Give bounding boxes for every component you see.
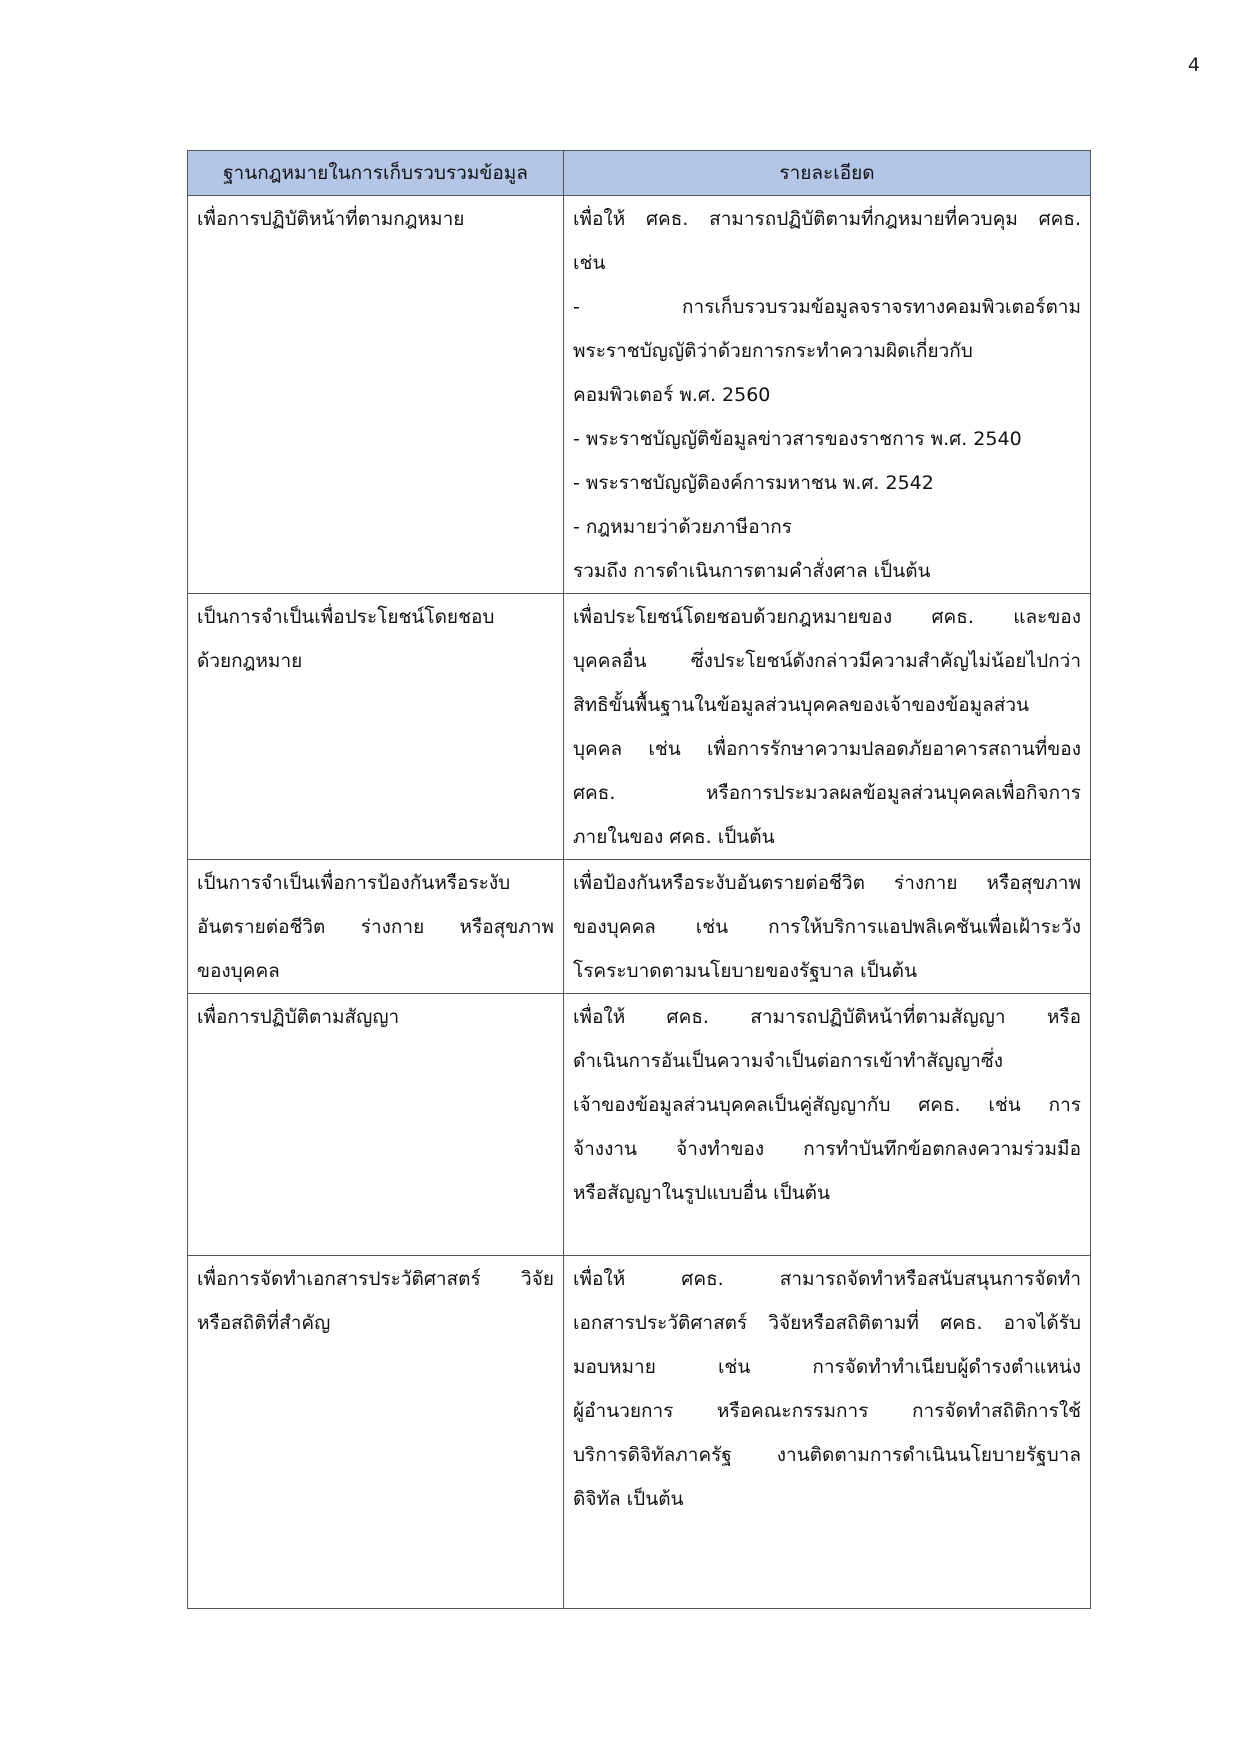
detail-line: เพื่อให้ ศคธ. สามารถปฏิบัติหน้าที่ตามสัญญา หรือ: [573, 1006, 1081, 1028]
detail-line: คอมพิวเตอร์ พ.ศ. 2560: [573, 384, 771, 406]
detail-line: เพื่อให้ ศคธ. สามารถจัดทำหรือสนับสนุนการจัดทำ: [573, 1268, 1081, 1290]
table-header-row: [188, 151, 1091, 196]
detail-line: สิทธิขั้นพื้นฐานในข้อมูลส่วนบุคคลของเจ้าของข้อมูลส่วน: [573, 694, 1030, 716]
detail-line: เจ้าของข้อมูลส่วนบุคคลเป็นคู่สัญญากับ ศคธ. เช่น การ: [573, 1094, 1081, 1116]
detail-line: ผู้อำนวยการ หรือคณะกรรมการ การจัดทำสถิติการใช้: [573, 1400, 1081, 1422]
legal-basis-cell: [188, 1256, 564, 1609]
table-row: [188, 994, 1091, 1256]
table-row: [188, 594, 1091, 860]
table-row: [188, 860, 1091, 994]
header-legal-basis: ฐานกฎหมายในการเก็บรวบรวมข้อมูล: [188, 151, 564, 196]
detail-line: มอบหมาย เช่น การจัดทำทำเนียบผู้ดำรงตำแหน่ง: [573, 1356, 1081, 1378]
basis-line: อันตรายต่อชีวิต ร่างกาย หรือสุขภาพ: [197, 916, 554, 938]
detail-line: จ้างงาน จ้างทำของ การทำบันทึกข้อตกลงความร่วมมือ: [573, 1138, 1081, 1160]
basis-line: เป็นการจำเป็นเพื่อประโยชน์โดยชอบ: [197, 606, 495, 628]
detail-line: ศคธ. หรือการประมวลผลข้อมูลส่วนบุคคลเพื่อกิจการ: [573, 782, 1081, 804]
detail-line: เพื่อประโยชน์โดยชอบด้วยกฎหมายของ ศคธ. และของ: [573, 606, 1081, 628]
detail-line: ภายในของ ศคธ. เป็นต้น: [573, 826, 775, 848]
detail-line: เพื่อป้องกันหรือระงับอันตรายต่อชีวิต ร่างกาย หรือสุขภาพ: [573, 872, 1081, 894]
basis-line: ด้วยกฎหมาย: [197, 650, 303, 672]
detail-line: - กฎหมายว่าด้วยภาษีอากร: [573, 516, 792, 538]
legal-basis-cell: [188, 594, 564, 860]
table-row: [188, 196, 1091, 594]
detail-line: หรือสัญญาในรูปแบบอื่น เป็นต้น: [573, 1182, 830, 1204]
detail-cell: [564, 860, 1091, 994]
basis-line: เป็นการจำเป็นเพื่อการป้องกันหรือระงับ: [197, 872, 511, 894]
basis-line: เพื่อการจัดทำเอกสารประวัติศาสตร์ วิจัย: [197, 1268, 554, 1290]
detail-line: เช่น: [573, 252, 606, 274]
legal-basis-cell: [188, 860, 564, 994]
basis-line: หรือสถิติที่สำคัญ: [197, 1312, 331, 1334]
detail-line: - พระราชบัญญัติองค์การมหาชน พ.ศ. 2542: [573, 472, 934, 494]
header-details: รายละเอียด: [564, 151, 1091, 196]
page-number: 4: [1187, 54, 1200, 76]
basis-line: เพื่อการปฏิบัติตามสัญญา: [197, 1006, 400, 1028]
legal-basis-cell: [188, 196, 564, 594]
detail-line: โรคระบาดตามนโยบายของรัฐบาล เป็นต้น: [573, 960, 917, 982]
detail-line: - การเก็บรวบรวมข้อมูลจราจรทางคอมพิวเตอร์ตาม: [573, 296, 1081, 318]
detail-line: รวมถึง การดำเนินการตามคำสั่งศาล เป็นต้น: [573, 560, 931, 582]
detail-line: ของบุคคล เช่น การให้บริการแอปพลิเคชันเพื่อเฝ้าระวัง: [573, 916, 1081, 938]
detail-line: เพื่อให้ ศคธ. สามารถปฏิบัติตามที่กฎหมายที่ควบคุม ศคธ.: [573, 208, 1081, 230]
detail-line: บุคคลอื่น ซึ่งประโยชน์ดังกล่าวมีความสำคัญไม่น้อยไปกว่า: [573, 650, 1081, 672]
legal-basis-cell: [188, 994, 564, 1256]
detail-line: พระราชบัญญัติว่าด้วยการกระทำความผิดเกี่ยวกับ: [573, 340, 973, 362]
legal-basis-table: [187, 150, 1091, 1609]
basis-line: เพื่อการปฏิบัติหน้าที่ตามกฎหมาย: [197, 208, 465, 230]
detail-cell: [564, 196, 1091, 594]
detail-line: บุคคล เช่น เพื่อการรักษาความปลอดภัยอาคารสถานที่ของ: [573, 738, 1081, 760]
basis-line: ของบุคคล: [197, 960, 280, 982]
detail-line: ดิจิทัล เป็นต้น: [573, 1488, 684, 1510]
detail-cell: [564, 594, 1091, 860]
detail-cell: [564, 1256, 1091, 1609]
detail-cell: [564, 994, 1091, 1256]
detail-line: เอกสารประวัติศาสตร์ วิจัยหรือสถิติตามที่ ศคธ. อาจได้รับ: [573, 1312, 1081, 1334]
table-row: [188, 1256, 1091, 1609]
detail-line: ดำเนินการอันเป็นความจำเป็นต่อการเข้าทำสัญญาซึ่ง: [573, 1050, 1004, 1072]
detail-line: บริการดิจิทัลภาครัฐ งานติดตามการดำเนินนโยบายรัฐบาล: [573, 1444, 1081, 1466]
detail-line: - พระราชบัญญัติข้อมูลข่าวสารของราชการ พ.ศ. 2540: [573, 428, 1022, 450]
